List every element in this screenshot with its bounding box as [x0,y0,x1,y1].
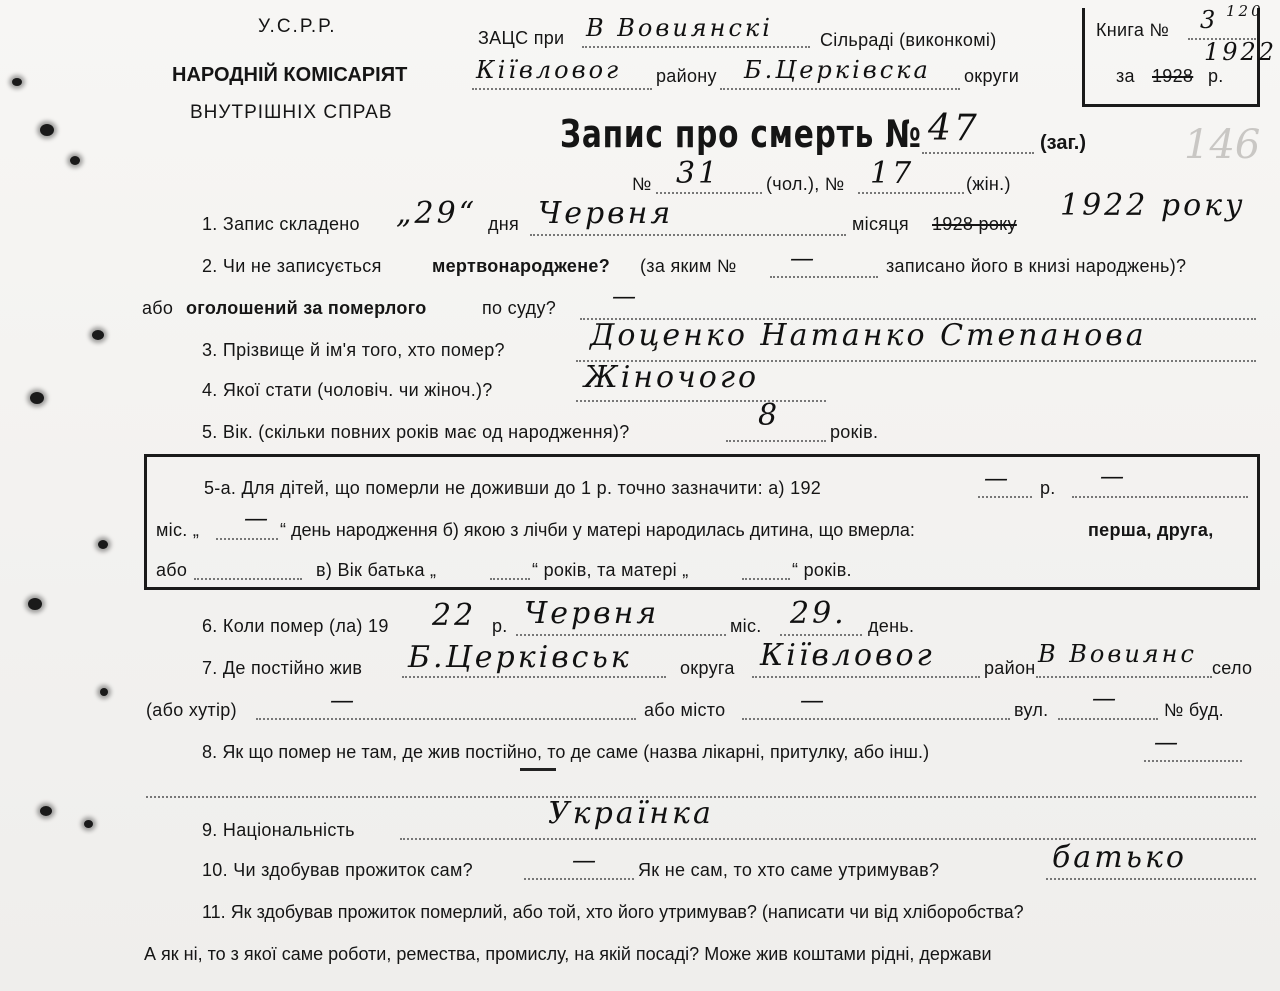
field9-label: 9. Національність [202,820,355,840]
field5a-year-dotted-line [978,496,1032,498]
field4-dotted-line [576,400,826,402]
field1-day-word: дня [488,214,520,234]
field5a-line3-d: “ років. [792,560,852,580]
selrada-value: В Вовиянскі [586,14,773,42]
field4-label: 4. Якої стати (чоловіч. чи жіноч.)? [202,380,493,400]
year-handwritten: 1922 [1204,38,1278,66]
field10-value: — [572,846,599,874]
field10-dotted-line-b [1046,878,1256,880]
female-dotted-line [858,192,964,194]
male-dotted-line [656,192,762,194]
field8-dotted-line-a [1144,760,1242,762]
field6-day-label: день. [868,616,915,636]
field6-day: 29. [790,596,847,631]
field5a-line3-b: в) Вік батька „ [316,560,437,580]
field5a-line2-a: міс. „ [156,520,200,540]
okrug-value: Б.Церківска [744,56,931,84]
field10-label-b: Як не сам, то хто саме утримував? [638,860,940,880]
field7b-city-dotted-line [742,718,1010,720]
field2b-label-a: або [142,298,174,318]
record-suffix: (заг.) [1040,132,1087,154]
field7b-street-label: вул. [1014,700,1049,720]
header-internal-affairs: ВНУТРІШНІХ СПРАВ [190,102,393,123]
field7b-city-value: — [800,686,827,714]
field5a-line2-dash: — [244,504,271,532]
field1-label: 1. Запис складено [202,214,360,234]
field2b-value: — [612,282,639,310]
punch-hole-icon [40,806,52,816]
record-number-dotted-line [922,152,1034,154]
field10-value-b: батько [1052,840,1187,875]
field5-value: 8 [758,398,781,433]
field7-selo-label: село [1212,658,1253,678]
field5-dotted-line [726,440,826,442]
field2-value: — [790,244,817,272]
raion-label: району [656,66,717,86]
field6-day-dotted-line [780,634,862,636]
field7-okrug-dotted-line [402,676,666,678]
field1-month-label: місяця [852,214,909,234]
field2-dotted-line [770,276,878,278]
punch-hole-icon [92,330,104,340]
raion-value: Кіївловог [476,56,622,84]
field2-label-b: (за яким № [640,256,737,276]
field2b-label-bold: оголошений за померлого [186,298,427,318]
field5a-month-dotted-line [1072,496,1248,498]
field11-line1: 11. Як здобував прожиток померлий, або той, хто його утримував? (написати чи від хліборобства? [202,902,1024,922]
record-number: 47 [928,108,980,149]
field6-month: Червня [524,596,660,631]
field7-raion-value: Кіївловог [760,638,935,673]
field6-mis: міс. [730,616,762,636]
field6-label: 6. Коли помер (ла) 19 [202,616,389,636]
punch-hole-icon [40,124,54,136]
field10-dotted-line [524,878,634,880]
female-number: 17 [870,156,915,191]
male-number: 31 [676,156,721,191]
field5a-line3-c: “ років, та матері „ [532,560,689,580]
field7b-value: — [330,686,357,714]
book-label: Книга № [1096,20,1170,40]
zags-label: ЗАЦС при [478,28,565,48]
book-number: 3 [1200,6,1219,34]
field5a-mother-dotted-line [742,578,790,580]
field5a-day-dotted-line [216,538,278,540]
field11-line2: А як ні, то з якої саме роботи, ремества, промислу, на якій посаді? Може жив коштами рідні, держави [144,944,992,964]
field1-month: Червня [538,196,674,231]
record-title: Запис про смерть № [560,112,922,156]
punch-hole-icon [98,540,108,549]
field5-label: 5. Вік. (скільки повних років має од народження)? [202,422,630,442]
field2b-label-b: по суду? [482,298,557,318]
field7-selo-dotted-line [1036,676,1212,678]
okrug-dotted-line [720,88,960,90]
field7b-street-value: — [1092,684,1119,712]
field7-raion-label: район [984,658,1036,678]
book-number-extra: 120 [1226,2,1264,20]
punch-hole-icon [84,820,93,828]
field7b-house-label: № буд. [1164,700,1224,720]
field1-month-dotted-line [530,234,846,236]
punch-hole-icon [28,598,42,610]
field7-label: 7. Де постійно жив [202,658,363,678]
field5a-father-dotted-line [490,578,530,580]
field6-month-dotted-line [516,634,726,636]
field1-day: „29“ [396,196,478,231]
field2-label-bold: мертвонароджене? [432,256,610,276]
header-commissariat: НАРОДНІЙ КОМІСАРІЯТ [172,64,408,86]
selrada-label: Сільраді (виконкомі) [820,30,997,50]
field8-value: — [1154,728,1181,756]
field7-raion-dotted-line [752,676,980,678]
female-label: (жін.) [966,174,1011,194]
punch-hole-icon [30,392,44,404]
field5a-line1: 5-а. Для дітей, що померли не доживши до 1 р. точно зазначити: а) 192 [204,478,822,498]
field2-label-c: записано його в книзі народжень)? [886,256,1187,276]
margin-note: 146 [1184,122,1261,168]
field3-label: 3. Прізвище й ім'я того, хто помер? [202,340,505,360]
field9-value: Українка [548,796,714,831]
field7b-city-label: або місто [644,700,726,720]
header-ussr: У.С.Р.Р. [258,16,337,37]
field7b-label: (або хутір) [146,700,237,720]
field1-year: 1922 року [1060,188,1246,223]
male-no-label: № [632,174,652,194]
field10-label: 10. Чи здобував прожиток сам? [202,860,473,880]
field5a-line2-bold: перша, друга, [1088,520,1214,540]
field5a-line1-r: р. [1040,478,1056,498]
punch-hole-icon [70,156,80,165]
raion-dotted-line [472,88,652,90]
male-label: (чол.), № [766,174,845,194]
field5a-line2-b: “ день народження б) якою з лічби у матері народилась дитина, що вмерла: [280,520,915,540]
field6-year: 22 [432,598,477,633]
field1-year-struck: 1928 року [932,214,1017,234]
okrug-label: округи [964,66,1020,86]
field5a-line1-dash: — [984,464,1011,492]
field5a-or-dotted-line [194,578,302,580]
year-printed-struck: 1928 [1152,66,1194,86]
field6-r: р. [492,616,508,636]
field3-value: Доценко Натанко Степанова [590,318,1147,353]
field8-dash-mark [520,768,556,771]
selrada-dotted-line [582,46,810,48]
field5-unit: років. [830,422,879,442]
year-suffix: р. [1208,66,1224,86]
field7-selo-value: В Вовиянс [1038,640,1197,668]
field7b-dotted-line [256,718,636,720]
field2-label-a: 2. Чи не записується [202,256,382,276]
field8-label: 8. Як що помер не там, де жив постійно, то де саме (назва лікарні, притулку, або інш.) [202,742,930,762]
field5a-line1-dash2: — [1100,462,1127,490]
field7b-street-dotted-line [1058,718,1158,720]
field5a-line3-a: або [156,560,188,580]
year-prefix: за [1116,66,1135,86]
punch-hole-icon [100,688,108,696]
punch-hole-icon [12,78,22,86]
field7-okrug-value: Б.Церківськ [408,640,632,675]
field7-okrug-label: округа [680,658,735,678]
field4-value: Жіночого [584,360,760,395]
